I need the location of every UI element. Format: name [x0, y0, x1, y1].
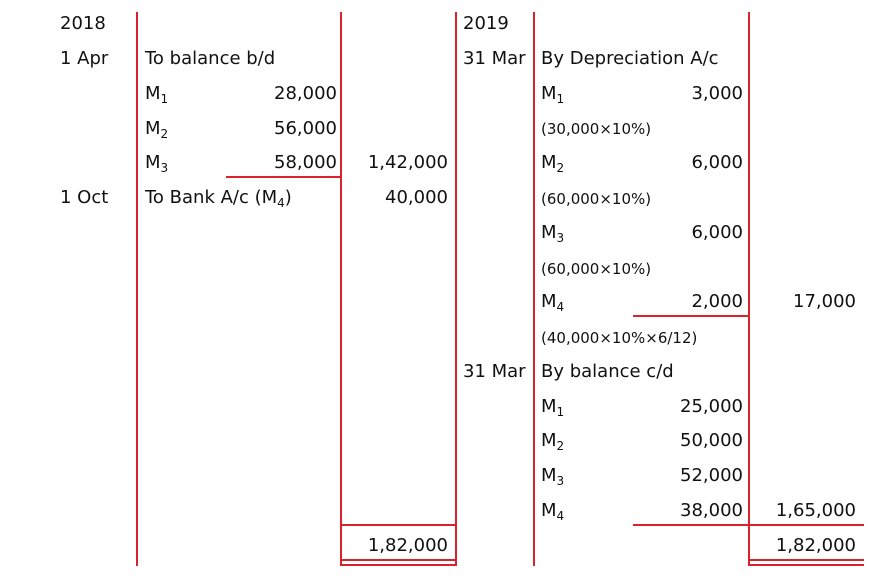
debit-machine-amount: 58,000: [274, 152, 337, 173]
depreciation-calc-note: (60,000×10%): [541, 260, 652, 278]
credit-machine-label: $M_2$: [541, 430, 565, 453]
credit-row-particular: By balance c/d: [541, 361, 674, 382]
debit-total-top-rule: [341, 524, 455, 526]
credit-row-date: 31 Mar: [463, 48, 526, 69]
debit-grand-total: 1,82,000: [367, 535, 448, 556]
debit-row-date: 1 Oct: [60, 187, 109, 208]
credit-amount-divider: [748, 12, 750, 566]
debit-subtotal: 1,42,000: [367, 152, 448, 173]
credit-machine-label: $M_4$: [541, 500, 565, 523]
debit-machine-amount: 28,000: [274, 83, 337, 104]
debit-total-bottom-rule-2: [341, 564, 455, 566]
credit-total-top-rule: [749, 524, 864, 526]
credit-machine-label: $M_3$: [541, 465, 565, 488]
credit-dep-total: 17,000: [793, 291, 856, 312]
credit-machine-amount: 3,000: [691, 83, 743, 104]
depreciation-calc-note: (30,000×10%): [541, 120, 652, 138]
debit-machine-label: $M_1$: [145, 83, 169, 106]
credit-machine-amount: 50,000: [680, 430, 743, 451]
credit-bal-subtotal-rule: [633, 524, 748, 526]
debit-total-bottom-rule-1: [341, 559, 455, 561]
credit-machine-amount: 25,000: [680, 396, 743, 417]
debit-machine-amount: 56,000: [274, 118, 337, 139]
credit-bal-total: 1,65,000: [775, 500, 856, 521]
credit-machine-label: $M_2$: [541, 152, 565, 175]
credit-machine-amount: 6,000: [691, 222, 743, 243]
credit-machine-label: $M_3$: [541, 222, 565, 245]
credit-machine-label: $M_4$: [541, 291, 565, 314]
depreciation-calc-note: (60,000×10%): [541, 190, 652, 208]
credit-machine-amount: 2,000: [691, 291, 743, 312]
debit-row-particular: To balance b/d: [145, 48, 276, 69]
debit-row-total: 40,000: [385, 187, 448, 208]
depreciation-calc-note: (40,000×10%×6/12): [541, 329, 698, 347]
credit-year: 2019: [463, 13, 509, 34]
credit-machine-amount: 52,000: [680, 465, 743, 486]
credit-total-bottom-rule-2: [749, 564, 864, 566]
debit-machine-label: $M_2$: [145, 118, 169, 141]
credit-machine-amount: 38,000: [680, 500, 743, 521]
credit-machine-amount: 6,000: [691, 152, 743, 173]
credit-date-divider: [533, 12, 535, 566]
debit-amount-divider: [340, 12, 342, 566]
debit-subtotal-rule: [226, 176, 340, 178]
credit-dep-subtotal-rule: [633, 315, 748, 317]
credit-machine-label: $M_1$: [541, 83, 565, 106]
debit-year: 2018: [60, 13, 106, 34]
debit-machine-label: $M_3$: [145, 152, 169, 175]
credit-total-bottom-rule-1: [749, 559, 864, 561]
debit-row-particular: To Bank A/c $(M_4)$: [145, 187, 292, 210]
credit-grand-total: 1,82,000: [775, 535, 856, 556]
center-divider: [455, 12, 457, 566]
debit-date-divider: [136, 12, 138, 566]
debit-row-date: 1 Apr: [60, 48, 109, 69]
credit-row-particular: By Depreciation A/c: [541, 48, 719, 69]
credit-row-date: 31 Mar: [463, 361, 526, 382]
credit-machine-label: $M_1$: [541, 396, 565, 419]
